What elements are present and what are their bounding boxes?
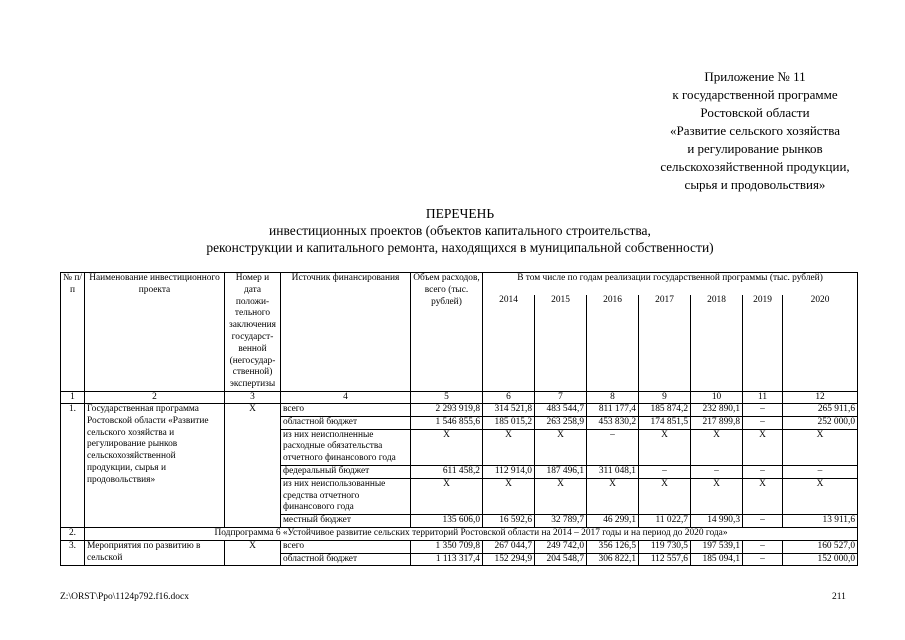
- value-cell: 1 350 709,8: [411, 540, 483, 553]
- project-name: Мероприятия по развитию в сельской: [85, 540, 225, 566]
- value-cell: 204 548,7: [535, 553, 587, 566]
- appendix-line: Приложение № 11: [704, 69, 806, 84]
- value-cell: 160 527,0: [783, 540, 858, 553]
- value-cell: 16 592,6: [483, 515, 535, 528]
- header-years-group: В том числе по годам реализации государственной программы (тыс. рублей): [483, 273, 858, 296]
- document-subtitle-line1: инвестиционных проектов (объектов капитального строительства,: [269, 223, 651, 238]
- value-cell: 46 299,1: [587, 515, 639, 528]
- column-number: 12: [783, 391, 858, 403]
- value-cell: –: [743, 515, 783, 528]
- value-cell: –: [587, 429, 639, 465]
- column-number: 5: [411, 391, 483, 403]
- appendix-line: Ростовской области: [700, 105, 810, 120]
- value-cell: 135 606,0: [411, 515, 483, 528]
- header-year: 2018: [691, 295, 743, 391]
- value-cell: 217 899,8: [691, 416, 743, 429]
- funding-source: всего: [281, 403, 411, 416]
- column-number: 11: [743, 391, 783, 403]
- value-cell: –: [691, 465, 743, 478]
- funding-source: областной бюджет: [281, 416, 411, 429]
- value-cell: Х: [483, 478, 535, 514]
- value-cell: 267 044,7: [483, 540, 535, 553]
- value-cell: –: [743, 465, 783, 478]
- header-year: 2015: [535, 295, 587, 391]
- appendix-line: «Развитие сельского хозяйства: [670, 123, 840, 138]
- appendix-line: сельскохозяйственной продукции,: [660, 159, 850, 174]
- value-cell: 119 730,5: [639, 540, 691, 553]
- appendix-caption: [590, 68, 905, 194]
- value-cell: Х: [411, 478, 483, 514]
- value-cell: Х: [535, 429, 587, 465]
- header-row: [61, 273, 858, 296]
- value-cell: 152 294,9: [483, 553, 535, 566]
- footer-page-number: 211: [832, 592, 846, 602]
- value-cell: Х: [783, 478, 858, 514]
- header-source: Источник финансирования: [281, 273, 411, 392]
- value-cell: Х: [743, 478, 783, 514]
- column-number: 6: [483, 391, 535, 403]
- funding-source: местный бюджет: [281, 515, 411, 528]
- column-number: 4: [281, 391, 411, 403]
- value-cell: –: [783, 465, 858, 478]
- column-number: 10: [691, 391, 743, 403]
- column-number: 1: [61, 391, 85, 403]
- value-cell: 11 022,7: [639, 515, 691, 528]
- value-cell: 252 000,0: [783, 416, 858, 429]
- document-title: ПЕРЕЧЕНЬ: [425, 206, 495, 221]
- value-cell: –: [743, 403, 783, 416]
- header-year: 2014: [483, 295, 535, 391]
- value-cell: –: [639, 465, 691, 478]
- value-cell: 14 990,3: [691, 515, 743, 528]
- value-cell: 185 094,1: [691, 553, 743, 566]
- document-subtitle-line2: реконструкции и капитального ремонта, находящихся в муниципальной собственности): [206, 240, 714, 255]
- value-cell: Х: [639, 429, 691, 465]
- value-cell: 232 890,1: [691, 403, 743, 416]
- value-cell: 311 048,1: [587, 465, 639, 478]
- value-cell: –: [743, 540, 783, 553]
- table-row: [61, 403, 858, 416]
- table-row: [61, 540, 858, 553]
- subprogram-title: Подпрограмма 6 «Устойчивое развитие сельских территорий Ростовской области на 2014 – 2017 годы и на период до 2020 года»: [85, 527, 858, 540]
- column-number: 8: [587, 391, 639, 403]
- value-cell: Х: [535, 478, 587, 514]
- value-cell: 112 557,6: [639, 553, 691, 566]
- row-number: 3.: [61, 540, 85, 566]
- value-cell: 152 000,0: [783, 553, 858, 566]
- header-expertise: Номер и дата положи-тельного заключения государст-венной (негосудар-ственной) экспертизы: [225, 273, 281, 392]
- value-cell: 174 851,5: [639, 416, 691, 429]
- value-cell: 187 496,1: [535, 465, 587, 478]
- funding-source: всего: [281, 540, 411, 553]
- value-cell: 611 458,2: [411, 465, 483, 478]
- footer-file-path: Z:\ORST\Ppo\1124p792.f16.docx: [60, 592, 189, 602]
- header-total: Объем расходов, всего (тыс. рублей): [411, 273, 483, 392]
- value-cell: 483 544,7: [535, 403, 587, 416]
- expertise-cell: Х: [225, 403, 281, 527]
- value-cell: 185 874,2: [639, 403, 691, 416]
- value-cell: Х: [691, 478, 743, 514]
- value-cell: 112 914,0: [483, 465, 535, 478]
- funding-source: областной бюджет: [281, 553, 411, 566]
- value-cell: 1 546 855,6: [411, 416, 483, 429]
- subprogram-row: [61, 527, 858, 540]
- header-year: 2016: [587, 295, 639, 391]
- appendix-line: сырья и продовольствия»: [684, 177, 826, 192]
- row-number: 2.: [61, 527, 85, 540]
- value-cell: 2 293 919,8: [411, 403, 483, 416]
- value-cell: 249 742,0: [535, 540, 587, 553]
- expertise-cell: Х: [225, 540, 281, 566]
- investment-projects-table: [60, 272, 858, 566]
- column-number: 3: [225, 391, 281, 403]
- value-cell: 1 113 317,4: [411, 553, 483, 566]
- column-number: 9: [639, 391, 691, 403]
- funding-source: из них неиспользованные средства отчетного финансового года: [281, 478, 411, 514]
- value-cell: 306 822,1: [587, 553, 639, 566]
- header-year: 2017: [639, 295, 691, 391]
- funding-source: из них неисполненные расходные обязательства отчетного финансового года: [281, 429, 411, 465]
- value-cell: Х: [743, 429, 783, 465]
- column-number: 7: [535, 391, 587, 403]
- value-cell: 811 177,4: [587, 403, 639, 416]
- appendix-line: к государственной программе: [672, 87, 838, 102]
- appendix-line: и регулирование рынков: [687, 141, 823, 156]
- value-cell: 265 911,6: [783, 403, 858, 416]
- column-number-row: [61, 391, 858, 403]
- value-cell: Х: [783, 429, 858, 465]
- row-number: 1.: [61, 403, 85, 527]
- value-cell: 453 830,2: [587, 416, 639, 429]
- funding-source: федеральный бюджет: [281, 465, 411, 478]
- value-cell: Х: [691, 429, 743, 465]
- value-cell: –: [743, 553, 783, 566]
- value-cell: 32 789,7: [535, 515, 587, 528]
- value-cell: 314 521,8: [483, 403, 535, 416]
- column-number: 2: [85, 391, 225, 403]
- value-cell: Х: [587, 478, 639, 514]
- value-cell: –: [743, 416, 783, 429]
- header-name: Наименование инвестиционного проекта: [85, 273, 225, 392]
- value-cell: 13 911,6: [783, 515, 858, 528]
- value-cell: Х: [639, 478, 691, 514]
- header-num: № п/п: [61, 273, 85, 392]
- value-cell: 185 015,2: [483, 416, 535, 429]
- header-year: 2020: [783, 295, 858, 391]
- value-cell: Х: [483, 429, 535, 465]
- header-year: 2019: [743, 295, 783, 391]
- value-cell: 263 258,9: [535, 416, 587, 429]
- project-name: Государственная программа Ростовской области «Развитие сельского хозяйства и регулирование рынков сельскохозяйственной продукции, сырья и продовольствия»: [85, 403, 225, 527]
- document-heading: [60, 205, 860, 256]
- value-cell: 356 126,5: [587, 540, 639, 553]
- value-cell: Х: [411, 429, 483, 465]
- value-cell: 197 539,1: [691, 540, 743, 553]
